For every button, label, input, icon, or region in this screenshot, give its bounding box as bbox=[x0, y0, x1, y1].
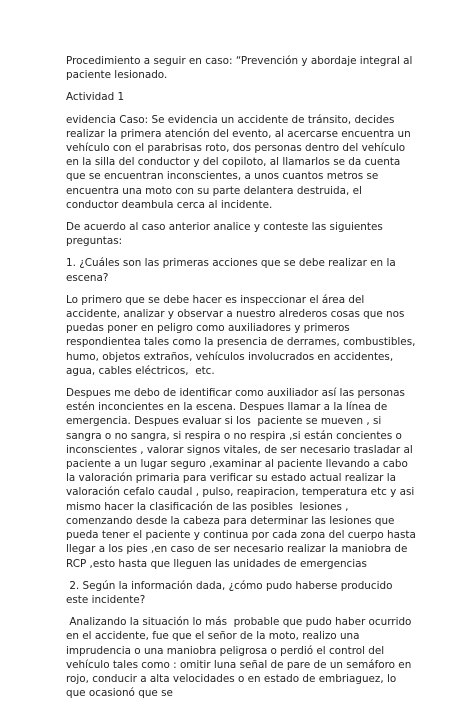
case-paragraph: evidencia Caso: Se evidencia un accidente de tránsito, decides realizar la primera atención del evento, al acercarse encuentra un vehículo con el parabrisas roto, dos personas dentro del vehículo en la silla del conductor y del copiloto, al llamarlos se da cuenta que se encuentran inconscientes, a unos cuantos metros se encuentra una moto con su parte delantera destruida, el conductor deambula cerca al incidente. bbox=[66, 113, 415, 211]
answer-1-paragraph-2: Despues me debo de identificar como auxiliador así las personas estén inconcientes en la escena. Despues llamar a la línea de emergencia. Despues evaluar si los paciente se mueven , si sangra o no sangra, si respira o no respira ,si están concientes o inconscientes , valorar signos vitales, de ser necesario trasladar al paciente a un lugar seguro ,examinar al paciente llevando a cabo la valoración primaria para verificar su estado actual realizar la valoración cefalo caudal , pulso, reapiracion, temperatura etc y asi mismo hacer la clasificación de las posibles lesiones , comenzando desde la cabeza para determinar las lesiones que pueda tener el paciente y continua por cada zona del cuerpo hasta llegar a los pies ,en caso de ser necesario realizar la maniobra de RCP ,esto hasta que lleguen las unidades de emergencias bbox=[66, 387, 420, 570]
document-body bbox=[66, 54, 420, 708]
instruction-paragraph: De acuerdo al caso anterior analice y conteste las siguientes preguntas: bbox=[66, 221, 387, 248]
document-title: Procedimiento a seguir en caso: “Prevención y abordaje integral al paciente lesionado. bbox=[66, 55, 416, 82]
activity-heading: Actividad 1 bbox=[66, 91, 125, 104]
question-1: 1. ¿Cuáles son las primeras acciones que se debe realizar en la escena? bbox=[66, 257, 400, 284]
question-2: 2. Según la información dada, ¿cómo pudo haberse producido este incidente? bbox=[66, 579, 396, 606]
answer-2-paragraph: Analizando la situación lo más probable que pudo haber ocurrido en el accidente, fue que el señor de la moto, realizo una imprudencia o una maniobra peligrosa o perdió el control del vehículo tales como : omitir luna señal de pare de un semáforo en rojo, conducir a alta velocidades o en estado de embriaguez, lo que ocasionó que se bbox=[66, 616, 415, 700]
answer-1-paragraph-1: Lo primero que se debe hacer es inspeccionar el área del accidente, analizar y observar a nuestro alrederos cosas que nos puedas poner en peligro como auxiliadores y primeros respondientea tales como la presencia de derrames, combustibles, humo, objetos extraños, vehículos involucrados en accidentes, agua, cables eléctricos, etc. bbox=[66, 293, 419, 377]
